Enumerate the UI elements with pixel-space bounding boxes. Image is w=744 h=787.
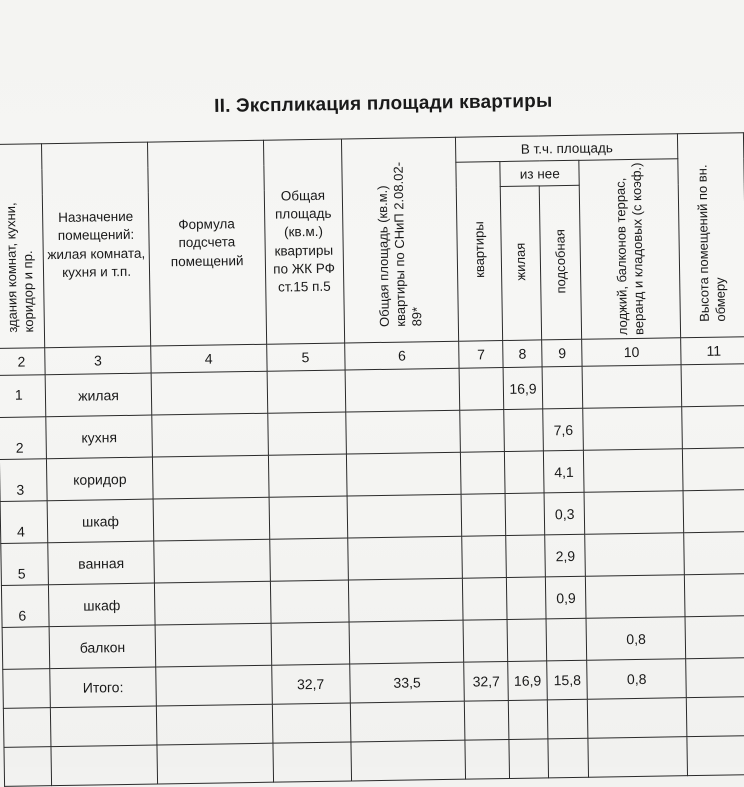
balcony-area: 0,8 [586,617,685,661]
document-title: II. Экспликация площади квартиры [214,90,553,117]
room-name: шкаф [47,499,154,543]
balcony-area [583,407,682,451]
header-auxiliary: подсобная [539,185,582,340]
room-name: балкон [49,625,156,669]
column-number: 8 [503,340,543,368]
living-area: 16,9 [503,367,543,410]
header-total-area-snip: Общая площадь (кв.м.) квартиры по СНиП 2.08.02-89* [341,137,459,343]
total-auxiliary-area: 15,8 [547,660,588,700]
auxiliary-area [542,366,583,409]
header-total-area-zhk: Общая площадь (кв.м.) квартиры по ЖК РФ ст.15 п.5 [263,139,344,344]
header-purpose: Назначение помещений: жилая комната, кухня и т.п. [42,142,151,348]
balcony-area [583,365,682,409]
header-formula: Формула подсчета помещений [148,140,267,346]
room-name: коридор [46,457,153,501]
column-number: 3 [45,346,151,375]
explication-table [0,132,744,787]
explication-table-wrapper [0,132,744,787]
header-room-numbers: здания комнат, кухни, коридор и пр. [0,144,45,349]
room-name: шкаф [48,583,155,627]
column-number: 2 [0,348,45,376]
room-number: 6 [1,585,49,628]
living-area [504,451,544,494]
column-number: 5 [266,343,345,371]
total-living-area: 16,9 [508,661,548,701]
room-number [2,627,50,670]
room-number: 5 [1,543,49,586]
header-living: жилая [500,186,542,341]
living-area [504,409,544,452]
header-apartment: квартиры [456,162,502,342]
balcony-area [584,449,683,493]
header-balconies: лоджий, балконов террас, веранд и кладовых (с коэф.) [579,159,680,340]
column-number: 4 [151,344,267,373]
living-area [506,577,546,620]
faint-bleedthrough [200,69,560,93]
total-balcony-area: 0,8 [587,659,686,700]
auxiliary-area: 0,9 [546,576,587,619]
balcony-area [585,533,684,577]
total-apartment-area: 32,7 [464,661,508,701]
room-number: 2 [0,417,46,460]
room-name: кухня [46,415,153,459]
auxiliary-area: 0,3 [544,492,585,535]
living-area [507,619,547,662]
column-number: 9 [542,339,583,367]
auxiliary-area: 4,1 [544,450,585,493]
room-name: ванная [48,541,155,585]
auxiliary-area [546,618,587,661]
living-area [505,493,545,536]
room-number: 1 [0,375,46,418]
auxiliary-area: 2,9 [545,534,586,577]
living-area [506,535,546,578]
balcony-area [586,575,685,619]
room-number: 4 [0,501,48,544]
column-number: 11 [681,337,744,365]
room-name: жилая [45,373,152,417]
header-height: Высота помещений по вн. обмеру [677,133,744,338]
column-number: 7 [459,341,503,369]
header-including-area: В т.ч. площадь [456,134,678,162]
column-number: 10 [582,338,681,367]
column-number: 6 [344,341,459,370]
header-of-which: из нее [500,160,580,186]
total-area-zhk: 32,7 [271,664,350,704]
auxiliary-area: 7,6 [543,408,584,451]
total-label: Итого: [50,667,157,708]
balcony-area [584,491,683,535]
total-area-snip: 33,5 [349,662,464,703]
room-number: 3 [0,459,47,502]
